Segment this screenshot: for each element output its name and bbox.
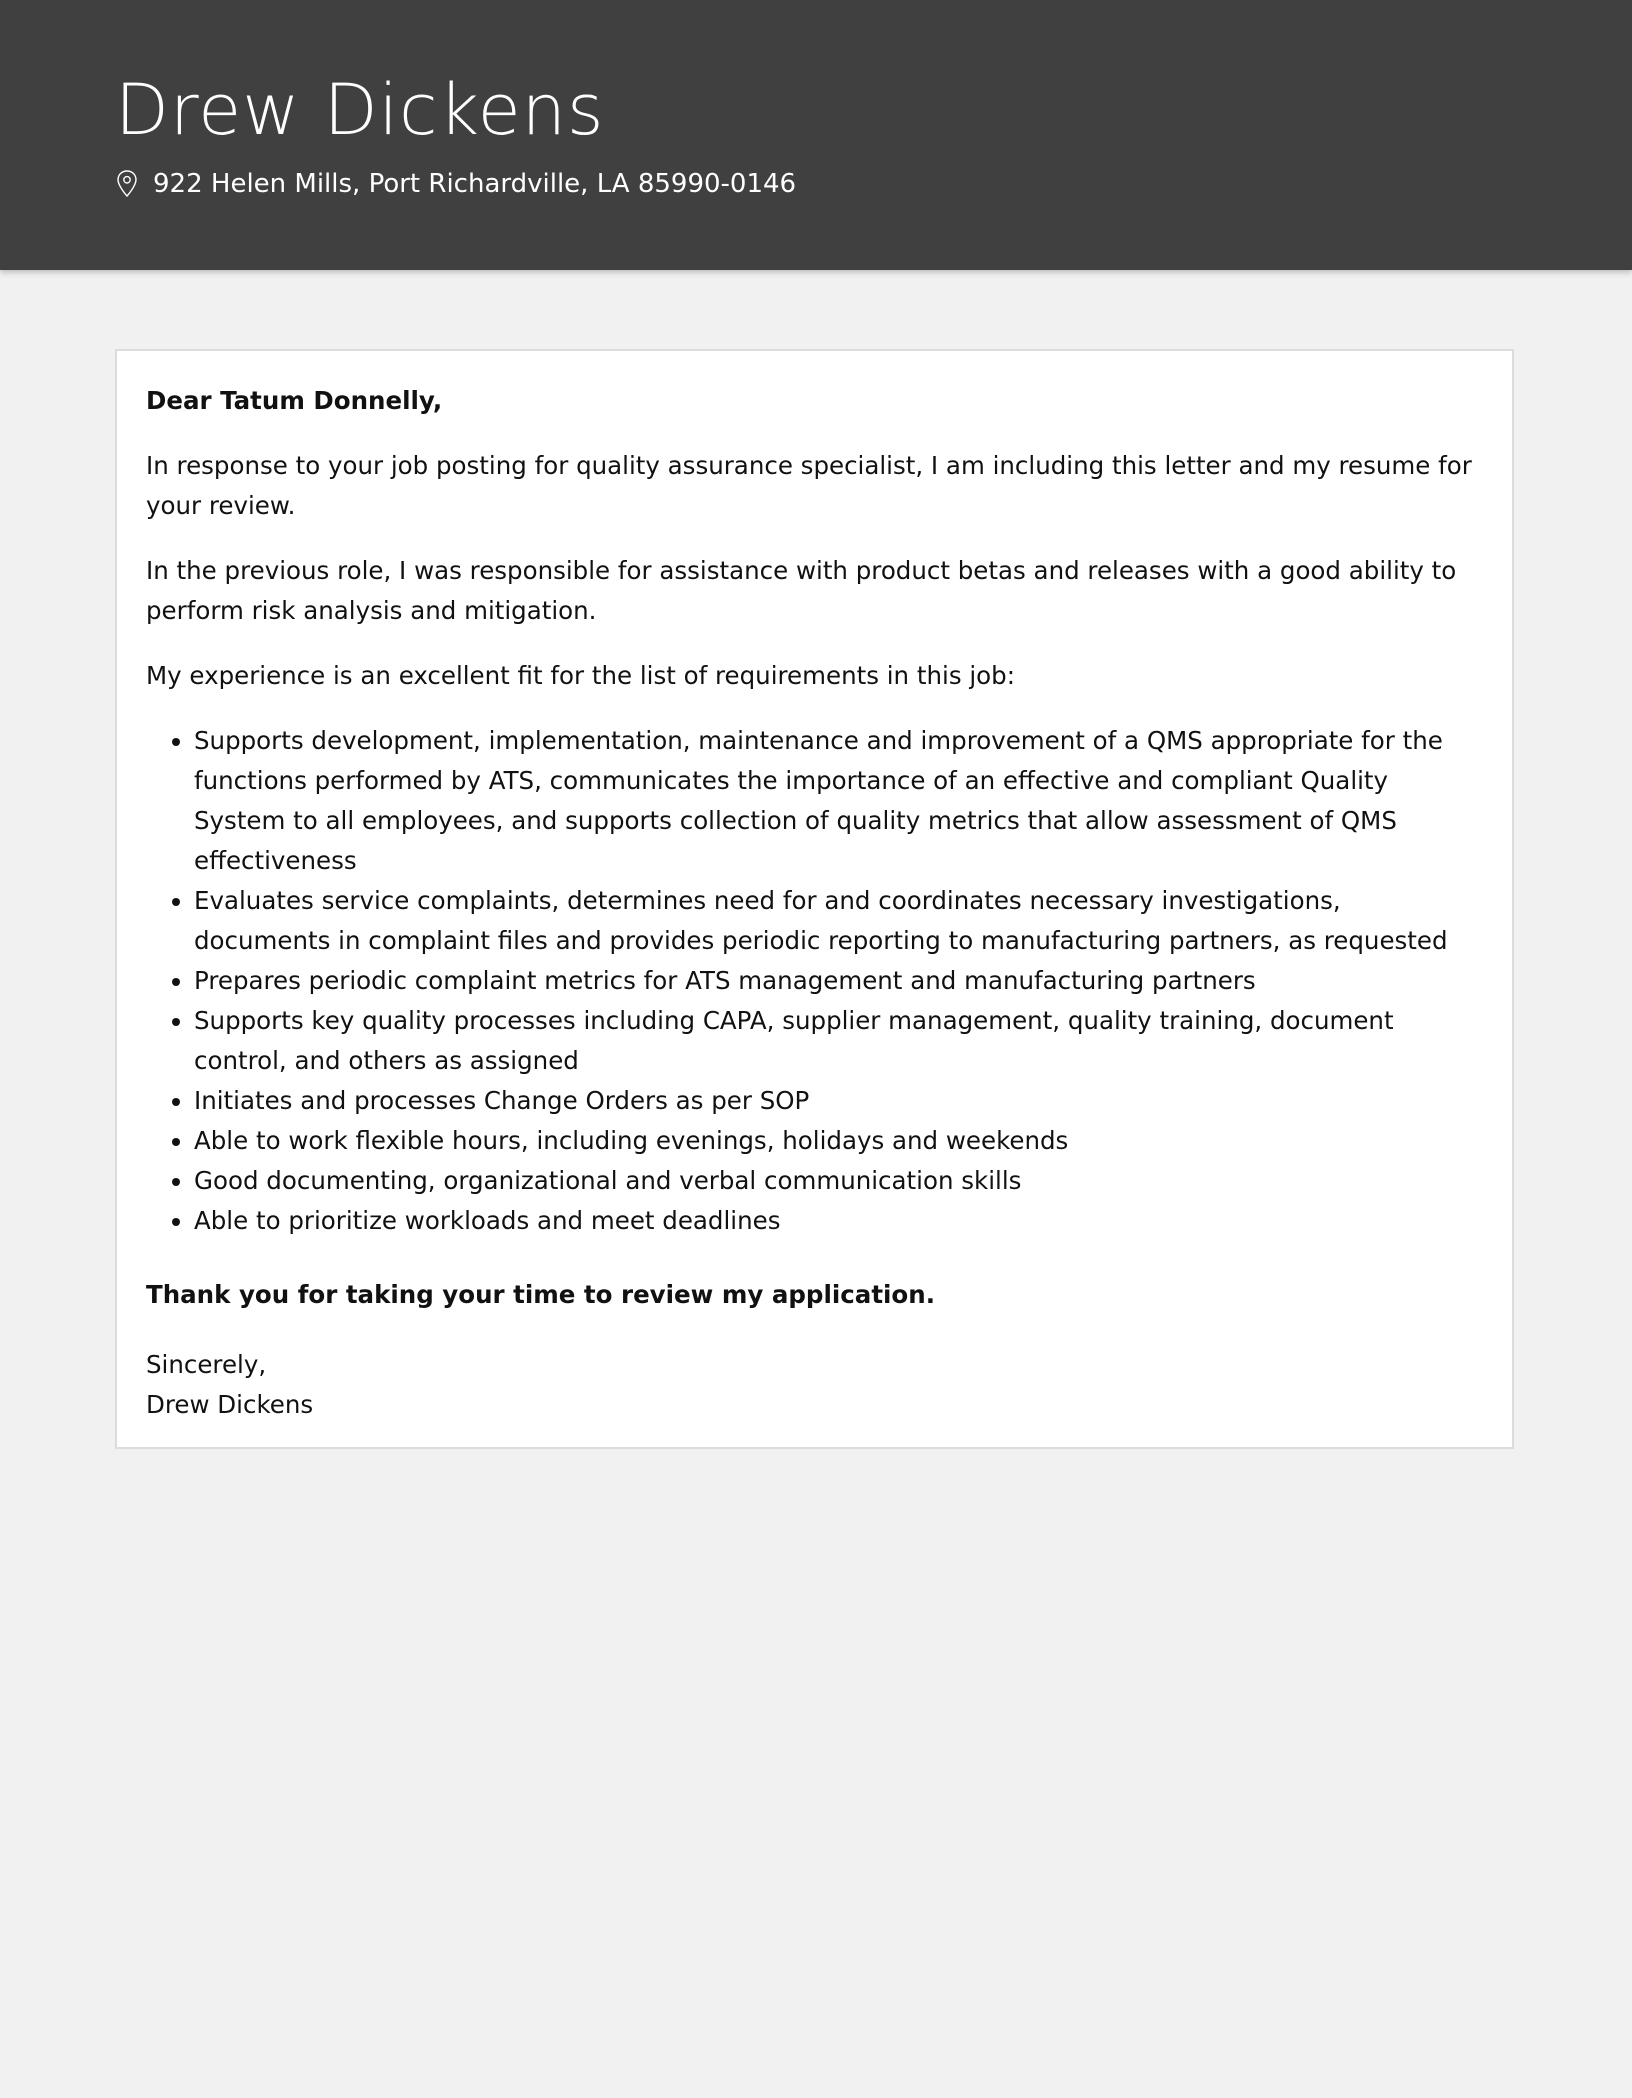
requirements-list: [146, 721, 1484, 1241]
list-item: • Able to prioritize workloads and meet deadlines: [194, 1201, 1484, 1241]
requirements-intro: My experience is an excellent fit for the list of requirements in this job:: [146, 661, 1015, 690]
cover-letter-card: [115, 349, 1514, 1449]
intro-paragraph: In response to your job posting for quality assurance specialist, I am including this letter and my resume for your review.: [146, 451, 1472, 520]
list-item: • Able to work flexible hours, including evenings, holidays and weekends: [194, 1121, 1484, 1161]
list-item: • Prepares periodic complaint metrics for ATS management and manufacturing partners: [194, 961, 1484, 1001]
closing: Sincerely,: [146, 1350, 267, 1379]
thank-you-line: Thank you for taking your time to review my application.: [146, 1280, 936, 1309]
list-item: • Evaluates service complaints, determines need for and coordinates necessary investigations, documents in complaint files and provides periodic reporting to manufacturing partners, as requested: [194, 881, 1484, 961]
signature-name: Drew Dickens: [146, 1390, 314, 1419]
list-item: • Good documenting, organizational and verbal communication skills: [194, 1161, 1484, 1201]
salutation: Dear Tatum Donnelly,: [146, 386, 443, 415]
list-item: • Initiates and processes Change Orders as per SOP: [194, 1081, 1484, 1121]
map-pin-icon: [115, 169, 139, 199]
list-item: • Supports development, implementation, maintenance and improvement of a QMS appropriate for the functions performed by ATS, communicates the importance of an effective and compliant Quality System to all employees, and supports collection of quality metrics that allow assessment of QMS effectiveness: [194, 721, 1484, 881]
address-text: 922 Helen Mills, Port Richardville, LA 85990-0146: [153, 169, 797, 199]
applicant-name: Drew Dickens: [115, 69, 605, 151]
page-header: [0, 0, 1632, 270]
list-item: • Supports key quality processes including CAPA, supplier management, quality training, document control, and others as assigned: [194, 1001, 1484, 1081]
experience-paragraph: In the previous role, I was responsible for assistance with product betas and releases with a good ability to perform risk analysis and mitigation.: [146, 556, 1457, 625]
address-row: [115, 166, 796, 202]
